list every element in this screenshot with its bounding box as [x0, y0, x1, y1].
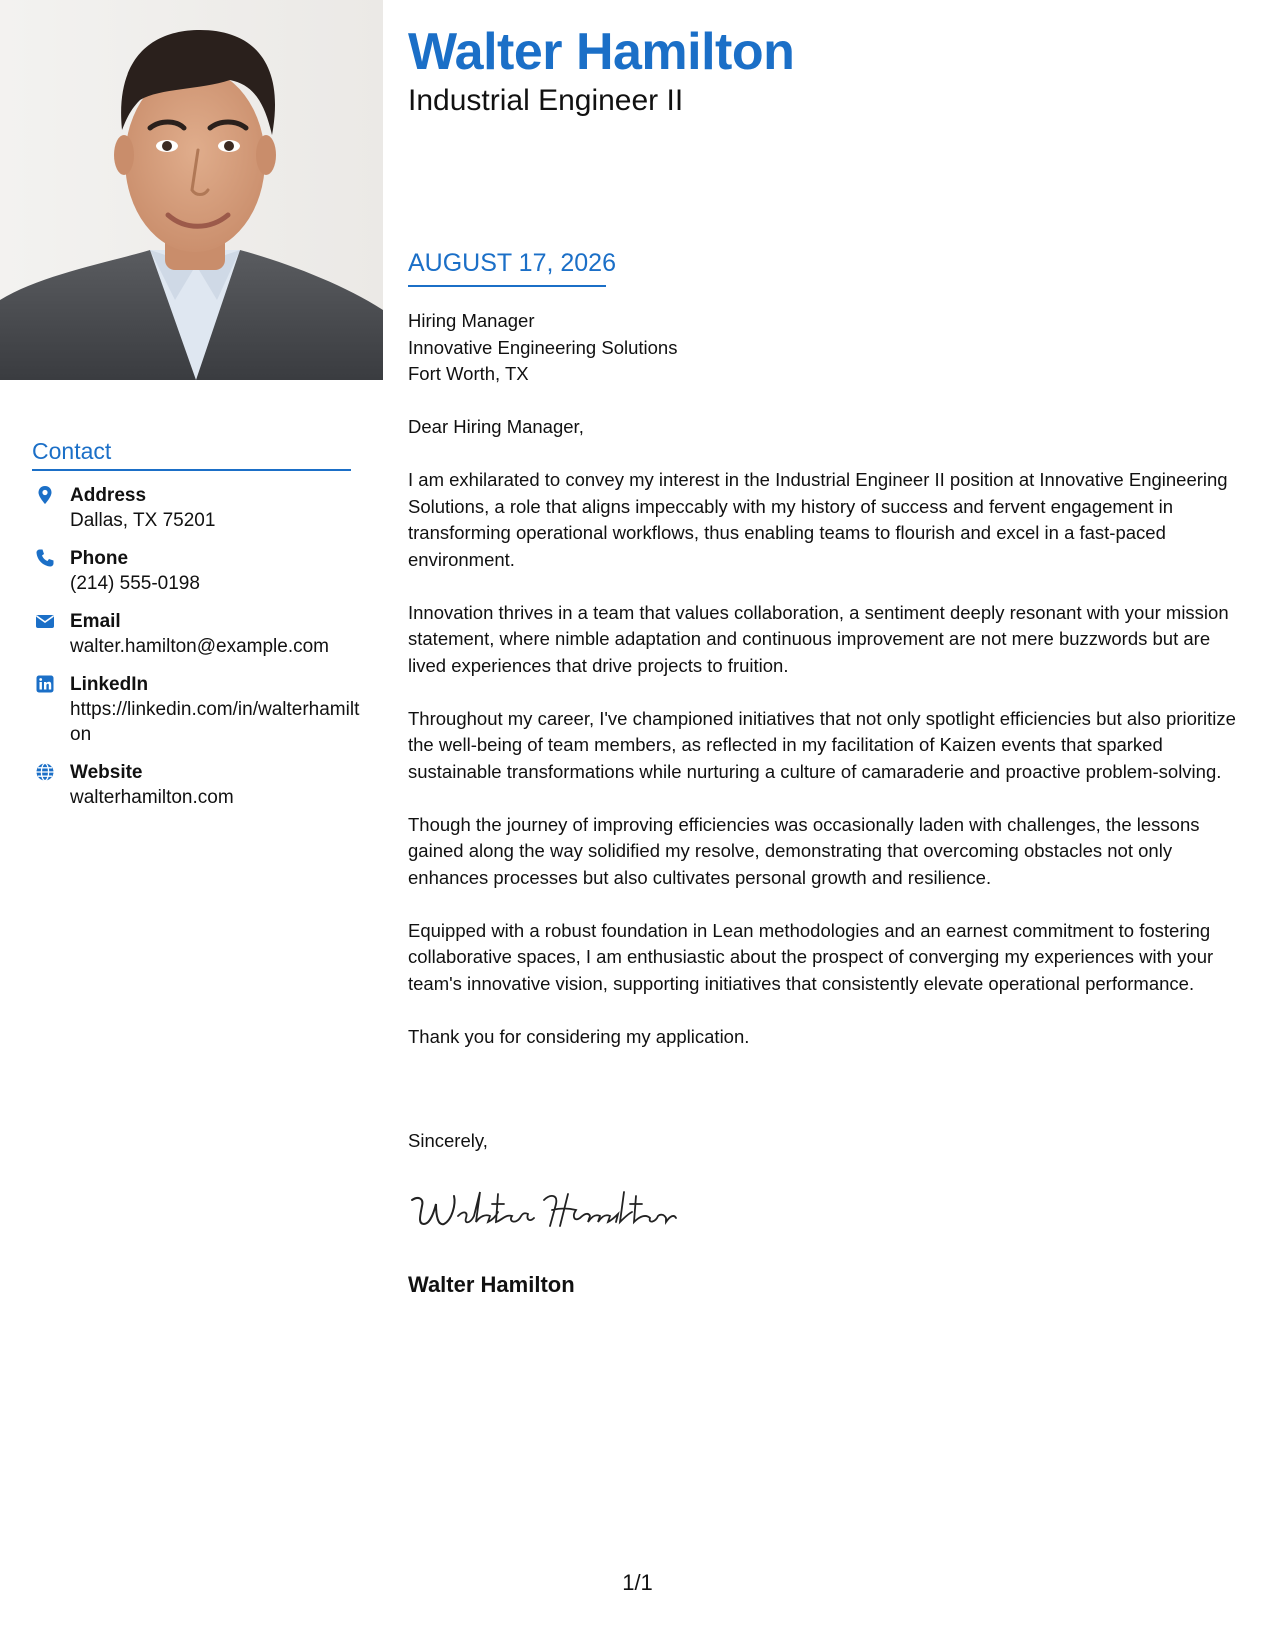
paragraph: Equipped with a robust foundation in Lean methodologies and an earnest commitment to fostering collaborative spaces, I am enthusiastic about the prospect of converging my experiences with your team's innovative vision, supporting initiatives that consistently elevate operational performance.	[408, 919, 1214, 994]
map-pin-icon	[35, 485, 55, 505]
phone-value: (214) 555-0198	[70, 573, 200, 594]
website-value[interactable]: walterhamilton.com	[70, 787, 234, 808]
recipient-location: Fort Worth, TX	[408, 363, 529, 384]
contact-label: Website	[70, 762, 143, 783]
address-value: Dallas, TX 75201	[70, 510, 216, 531]
contact-label: Phone	[70, 548, 129, 569]
thank-you-paragraph: Thank you for considering my application.	[408, 1025, 750, 1047]
contact-item-phone	[32, 546, 362, 596]
linkedin-value[interactable]: https://linkedin.com/in/walterhamilton	[70, 699, 360, 745]
contact-divider	[32, 469, 351, 471]
paragraph: Though the journey of improving efficiencies was occasionally laden with challenges, the lessons gained along the way solidified my resolve, demonstrating that overcoming obstacles not only enhances processes but also cultivates personal growth and resilience.	[408, 813, 1200, 888]
applicant-name: Walter Hamilton	[408, 23, 795, 81]
letter-content	[408, 414, 1253, 1077]
sidebar	[0, 0, 383, 1650]
date-underline	[408, 285, 606, 287]
recipient-title: Hiring Manager	[408, 310, 535, 331]
contact-label: Email	[70, 611, 121, 632]
page-number: 1/1	[622, 1570, 653, 1595]
job-title: Industrial Engineer II	[408, 84, 684, 117]
contact-list	[32, 483, 362, 823]
salutation: Dear Hiring Manager,	[408, 416, 584, 437]
envelope-icon	[35, 611, 55, 631]
recipient-block	[408, 308, 677, 388]
closing: Sincerely,	[408, 1130, 488, 1151]
letter-date: AUGUST 17, 2026	[408, 249, 616, 277]
contact-heading: Contact	[32, 438, 112, 464]
profile-photo	[0, 0, 383, 380]
linkedin-icon	[35, 674, 55, 694]
signed-name: Walter Hamilton	[408, 1272, 575, 1297]
phone-icon	[35, 548, 55, 568]
contact-item-address	[32, 483, 362, 533]
contact-label: LinkedIn	[70, 674, 149, 695]
contact-item-email	[32, 609, 362, 659]
contact-item-linkedin	[32, 672, 362, 747]
contact-item-website	[32, 760, 362, 810]
paragraph: Innovation thrives in a team that values collaboration, a sentiment deeply resonant with your mission statement, where nimble adaptation and continuous improvement are not mere buzzwords but are lived experiences that drive projects to fruition.	[408, 601, 1229, 676]
contact-label: Address	[70, 485, 147, 506]
email-value[interactable]: walter.hamilton@example.com	[70, 636, 330, 657]
paragraph: Throughout my career, I've championed initiatives that not only spotlight efficiencies but also prioritize the well-being of team members, as reflected in my facilitation of Kaizen events that sparked sustainable transformations while nurturing a culture of camaraderie and proactive problem-solving.	[408, 707, 1236, 782]
globe-icon	[35, 762, 55, 782]
handwritten-signature	[408, 1186, 678, 1234]
paragraph: I am exhilarated to convey my interest in the Industrial Engineer II position at Innovative Engineering Solutions, a role that aligns impeccably with my history of success and fervent engagement in transforming operational workflows, thus enabling teams to flourish and excel in a fast-paced environment.	[408, 469, 1228, 570]
recipient-company: Innovative Engineering Solutions	[408, 336, 678, 358]
